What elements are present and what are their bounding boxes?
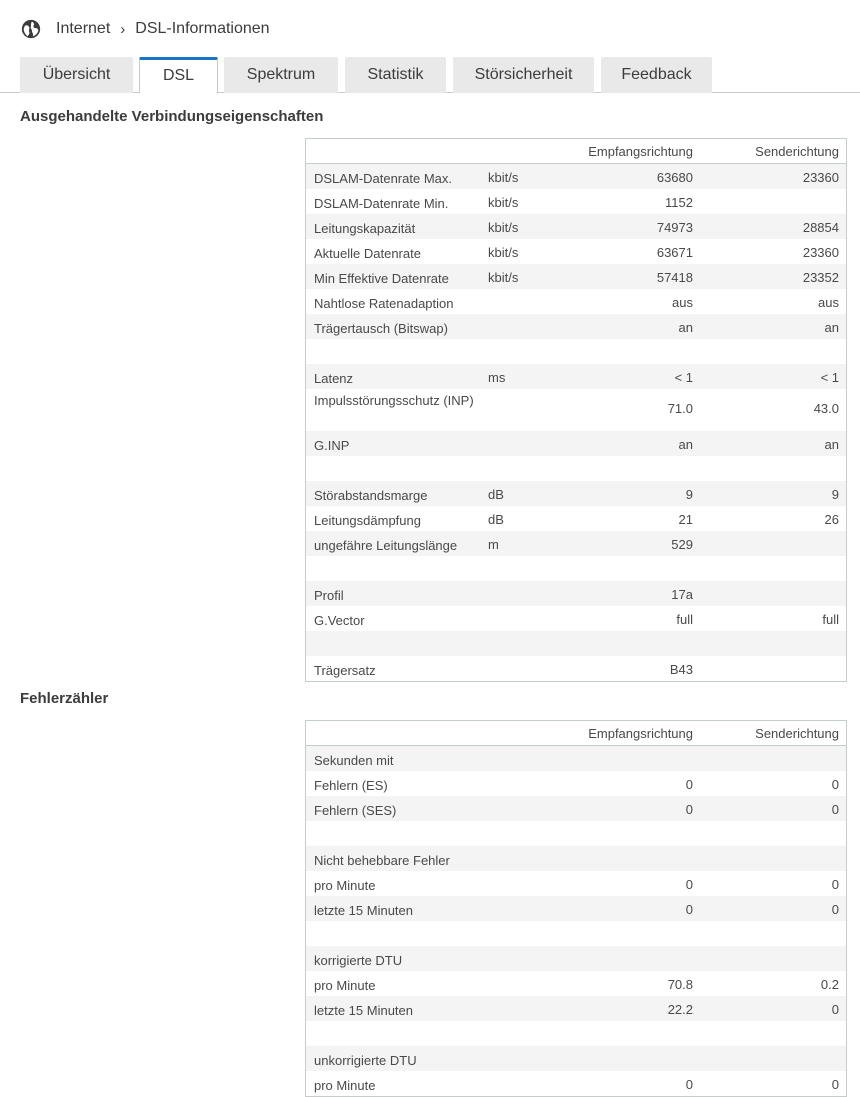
table-row xyxy=(306,871,846,896)
table-row xyxy=(306,921,846,946)
row-label: Störabstandsmarge xyxy=(314,488,428,503)
row-label: Impulsstörungsschutz (INP) xyxy=(314,393,474,408)
row-unit: kbit/s xyxy=(488,195,519,210)
table-row xyxy=(306,946,846,971)
row-value-rx: 9 xyxy=(685,487,693,502)
table-row xyxy=(306,796,846,821)
row-value-rx: aus xyxy=(672,295,693,310)
row-value-rx: an xyxy=(678,437,693,452)
table-row xyxy=(306,846,846,871)
row-value-rx: 74973 xyxy=(656,220,693,235)
table-body xyxy=(306,746,846,1096)
row-value-tx: 0 xyxy=(831,1077,839,1092)
table-row xyxy=(306,339,846,364)
row-value-rx: 71.0 xyxy=(667,401,693,416)
table-row xyxy=(306,456,846,481)
header-tx: Senderichtung xyxy=(755,144,839,159)
row-value-rx: 0 xyxy=(685,877,693,892)
row-label: pro Minute xyxy=(314,878,376,893)
row-label: Leitungskapazität xyxy=(314,221,416,236)
row-unit: dB xyxy=(488,487,504,502)
tab-uebersicht[interactable]: Übersicht xyxy=(20,57,133,93)
row-value-rx: 22.2 xyxy=(667,1002,693,1017)
breadcrumb xyxy=(20,18,270,40)
row-value-rx: 63680 xyxy=(656,170,693,185)
table-row xyxy=(306,189,846,214)
table-row xyxy=(306,996,846,1021)
table-row xyxy=(306,431,846,456)
row-label: Sekunden mit xyxy=(314,753,394,768)
row-value-tx: 0 xyxy=(831,877,839,892)
row-value-tx: aus xyxy=(818,295,839,310)
row-label: Leitungsdämpfung xyxy=(314,513,421,528)
row-value-tx: 23360 xyxy=(802,245,839,260)
tab-dsl[interactable]: DSL xyxy=(139,57,218,94)
row-label: G.Vector xyxy=(314,613,365,628)
row-label: Fehlern (ES) xyxy=(314,778,388,793)
header-rx: Empfangsrichtung xyxy=(588,726,693,741)
row-value-rx: B43 xyxy=(669,662,693,677)
row-value-rx: 0 xyxy=(685,777,693,792)
table-row xyxy=(306,556,846,581)
table-row xyxy=(306,821,846,846)
row-value-tx: 9 xyxy=(831,487,839,502)
row-value-rx: 1152 xyxy=(665,195,693,210)
row-label: letzte 15 Minuten xyxy=(314,903,414,918)
row-unit: kbit/s xyxy=(488,270,519,285)
section-title-fehlerzaehler: Fehlerzähler xyxy=(20,690,109,707)
row-unit: kbit/s xyxy=(488,170,519,185)
table-row xyxy=(306,656,846,681)
table-row xyxy=(306,214,846,239)
chevron-right-icon: › xyxy=(120,20,126,38)
row-label: DSLAM-Datenrate Max. xyxy=(314,171,452,186)
row-label: Trägertausch (Bitswap) xyxy=(314,321,448,336)
row-label: pro Minute xyxy=(314,978,376,993)
section-title-verbindung: Ausgehandelte Verbindungseigenschaften xyxy=(20,108,324,125)
row-value-tx: an xyxy=(824,437,839,452)
row-value-rx: 0 xyxy=(685,802,693,817)
row-unit: kbit/s xyxy=(488,220,519,235)
table-row xyxy=(306,581,846,606)
table-row xyxy=(306,364,846,389)
table-row xyxy=(306,971,846,996)
table-row xyxy=(306,531,846,556)
table-row xyxy=(306,289,846,314)
table-row xyxy=(306,746,846,771)
row-value-rx: an xyxy=(678,320,693,335)
row-value-rx: 17a xyxy=(671,587,693,602)
table-row xyxy=(306,389,846,431)
table-header xyxy=(306,721,846,746)
row-value-rx: 70.8 xyxy=(667,977,693,992)
table-row xyxy=(306,896,846,921)
row-value-rx: 0 xyxy=(685,1077,693,1092)
row-value-rx: 57418 xyxy=(656,270,693,285)
row-label: Min Effektive Datenrate xyxy=(314,271,449,286)
row-label: DSLAM-Datenrate Min. xyxy=(314,196,449,211)
row-label: G.INP xyxy=(314,438,350,453)
row-unit: kbit/s xyxy=(488,245,519,260)
row-label: Aktuelle Datenrate xyxy=(314,246,421,261)
connection-properties-table xyxy=(305,138,847,682)
row-label: Nicht behebbare Fehler xyxy=(314,853,450,868)
row-label: Fehlern (SES) xyxy=(314,803,397,818)
row-value-rx: 63671 xyxy=(656,245,693,260)
row-value-tx: 0 xyxy=(831,902,839,917)
row-value-rx: full xyxy=(676,612,693,627)
table-body xyxy=(306,164,846,681)
row-value-tx: full xyxy=(822,612,839,627)
row-label: Profil xyxy=(314,588,344,603)
row-unit: dB xyxy=(488,512,504,527)
row-label: unkorrigierte DTU xyxy=(314,1053,417,1068)
header-rx: Empfangsrichtung xyxy=(588,144,693,159)
tab-feedback[interactable]: Feedback xyxy=(601,57,712,93)
row-value-tx: 23352 xyxy=(802,270,839,285)
row-value-tx: < 1 xyxy=(820,370,839,385)
table-row xyxy=(306,314,846,339)
row-label: pro Minute xyxy=(314,1078,376,1093)
row-unit: ms xyxy=(488,370,506,385)
row-value-tx: 0 xyxy=(831,1002,839,1017)
row-value-rx: < 1 xyxy=(674,370,693,385)
tab-bar xyxy=(0,57,860,93)
table-row xyxy=(306,1046,846,1071)
table-header xyxy=(306,139,846,164)
row-label: Trägersatz xyxy=(314,663,376,678)
table-row xyxy=(306,606,846,631)
table-row xyxy=(306,1021,846,1046)
row-value-tx: an xyxy=(824,320,839,335)
table-row xyxy=(306,164,846,189)
globe-icon xyxy=(20,18,42,40)
table-row xyxy=(306,631,846,656)
breadcrumb-root[interactable]: Internet xyxy=(56,20,111,37)
row-unit: m xyxy=(488,537,499,552)
table-row xyxy=(306,481,846,506)
row-value-tx: 0 xyxy=(831,802,839,817)
row-label: ungefähre Leitungslänge xyxy=(314,538,458,553)
tab-spektrum[interactable]: Spektrum xyxy=(224,57,338,93)
tab-statistik[interactable]: Statistik xyxy=(345,57,446,93)
row-label: korrigierte DTU xyxy=(314,953,403,968)
table-row xyxy=(306,506,846,531)
row-value-rx: 21 xyxy=(678,512,693,527)
row-value-tx: 43.0 xyxy=(813,401,839,416)
row-value-tx: 0.2 xyxy=(820,977,839,992)
row-value-tx: 26 xyxy=(824,512,839,527)
header-tx: Senderichtung xyxy=(755,726,839,741)
row-label: Nahtlose Ratenadaption xyxy=(314,296,454,311)
row-value-tx: 0 xyxy=(831,777,839,792)
row-value-tx: 23360 xyxy=(802,170,839,185)
row-value-rx: 529 xyxy=(671,537,693,552)
row-label: Latenz xyxy=(314,371,354,386)
table-row xyxy=(306,1071,846,1096)
tab-stoersicherheit[interactable]: Störsicherheit xyxy=(453,57,594,93)
table-row xyxy=(306,771,846,796)
row-value-tx: 28854 xyxy=(802,220,839,235)
row-label: letzte 15 Minuten xyxy=(314,1003,414,1018)
table-row xyxy=(306,264,846,289)
error-counter-table xyxy=(305,720,847,1097)
table-row xyxy=(306,239,846,264)
breadcrumb-current: DSL-Informationen xyxy=(135,20,270,37)
row-value-rx: 0 xyxy=(685,902,693,917)
